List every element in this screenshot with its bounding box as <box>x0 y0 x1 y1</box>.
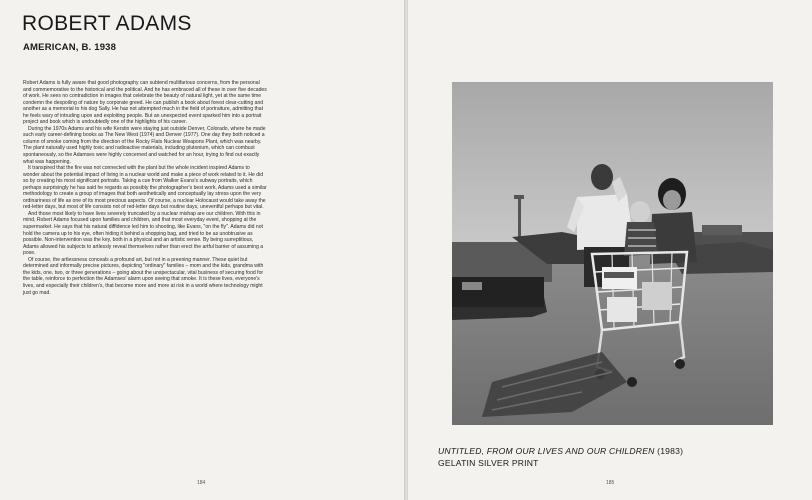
essay-paragraph: Robert Adams is fully aware that good photography can subtend multifarious concerns, from the personal and commemorative to the historical and the political. And he has embraced all of these in over five decades of work. He sees no contradiction in images that celebrate the beauty of natural light, yet at the same time condemn the despoiling of nature by corporate greed. He can publish a book about forest clear-cutting and another as a memorial to his dog Sally. He has not attempted much in the field of portraiture, admitting that he feels wary of intruding upon and exploiting people. But an unexpected event sparked him into a portrait project and book which is undoubtedly one of the highlights of his career. <box>23 80 267 126</box>
photo-caption-title <box>438 446 683 456</box>
page-number-right: 185 <box>606 480 615 486</box>
essay-body <box>23 80 267 296</box>
essay-paragraph: Of course, the artlessness conceals a profound art, but not in a preening manner. These quiet but determined and informally precise pictures, depicting "ordinary" families – mom and the kids, grandma with the kids, one, two, or three generations – going about the unspectacular, vital business of securing food for the table, reinforce to perfection the Adamses' alarm upon seeing that smoke. It is these lives, everyone's lives, and especially their children's, that become more and more at risk in a world where technology might just go mad. <box>23 256 264 296</box>
caption-title-text: UNTITLED, FROM OUR LIVES AND OUR CHILDREN <box>438 446 655 456</box>
page-number-left: 184 <box>197 480 206 486</box>
essay-paragraph: And those most likely to have lives severely truncated by a nuclear mishap are our children. With this in mind, Robert Adams focused upon families and children, and that most everyday event, shopping at the supermarket. He says that his natural diffidence led him to shooting, like Evans, "on the fly". Adams did not hold the camera up to his eye, often hiding it behind a shopping bag, and tried to be as unobtrusive as possible. Non-intervention was the key, both in a physical and an artistic sense. By being surreptitious, Adams allowed his subjects to artlessly reveal themselves rather than erect the artful barrier of assuming a pose. <box>23 210 264 257</box>
artist-name: ROBERT ADAMS <box>22 12 192 35</box>
left-page <box>0 0 404 500</box>
artist-nationality-birth: AMERICAN, B. 1938 <box>23 42 117 53</box>
right-page <box>408 0 812 500</box>
photo-caption-medium: GELATIN SILVER PRINT <box>438 458 539 468</box>
essay-paragraph: It transpired that the fire was not connected with the plant but the whole incident inspired Adams to wonder about the potential impact of living in a nuclear world and make a piece of work related to it. He did so by creating his most significant portraits. Taking a cue from Walker Evans's subway portraits, which perhaps surprisingly he has said he regards as possibly the photographer's best work, Adams used a similar methodology to create a group of images that both aesthetically and conceptually lay stress upon the very ordinariness of life as one of its most precious aspects. Of course, a nuclear Holocaust would take away the red-letter days, but most of life consists not of red-letter days but routine days, uneventful perhaps but vital. <box>23 165 267 211</box>
essay-paragraph: During the 1970s Adams and his wife Kerstin were staying just outside Denver, Colorado, where he made such early career-defining books as The New West (1974) and Denver (1977). One day they both noticed a column of smoke coming from the direction of the Rocky Flats Nuclear Weapons Plant, which was nearby. The plant naturally used highly toxic and radioactive materials, including plutonium, which can combust spontaneously, so the Adamses were highly concerned and watched for an hour, trying to find out exactly what was happening. <box>23 125 266 165</box>
photograph-image <box>452 82 773 425</box>
caption-year: (1983) <box>657 446 684 456</box>
supermarket-photograph <box>452 82 773 425</box>
